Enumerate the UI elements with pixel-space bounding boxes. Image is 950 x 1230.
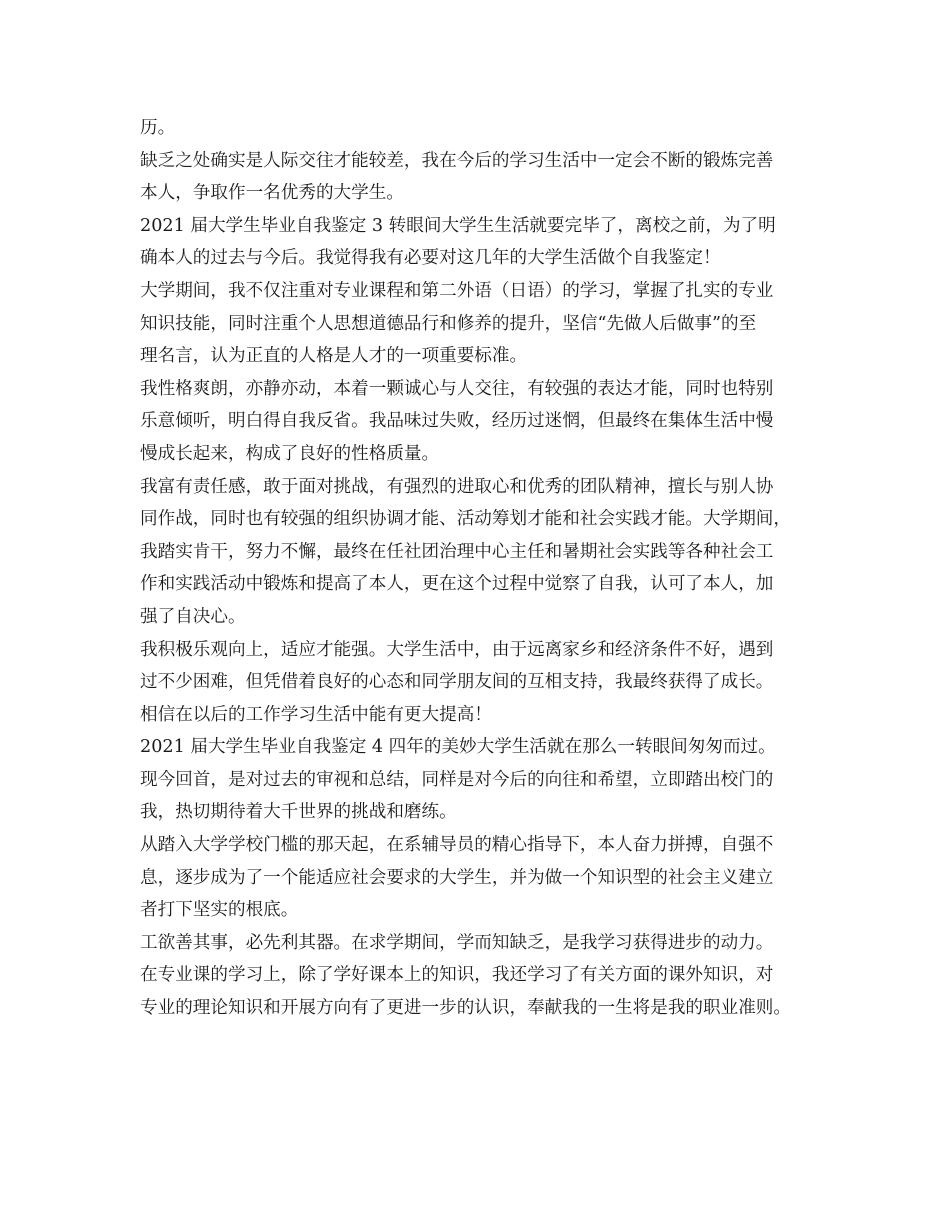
text-line: 过不少困难，但凭借着良好的心态和同学朋友间的互相支持，我最终获得了成长。 — [140, 672, 774, 693]
text-line: 缺乏之处确实是人际交往才能较差，我在今后的学习生活中一定会不断的锻炼完善 — [140, 150, 774, 171]
text-line: 在专业课的学习上，除了学好课本上的知识，我还学习了有关方面的课外知识，对 — [140, 965, 774, 986]
text-line: 我积极乐观向上，适应才能强。大学生活中，由于远离家乡和经济条件不好，遇到 — [140, 639, 774, 660]
text-line: 强了自决心。 — [140, 606, 246, 627]
text-line: 大学期间，我不仅注重对专业课程和第二外语（日语）的学习，掌握了扎实的专业 — [140, 280, 774, 301]
text-line: 我性格爽朗，亦静亦动，本着一颗诚心与人交往，有较强的表达才能，同时也特别 — [140, 378, 774, 399]
text-line: 作和实践活动中锻炼和提高了本人，更在这个过程中觉察了自我，认可了本人，加 — [140, 574, 774, 595]
text-line: 同作战，同时也有较强的组织协调才能、活动筹划才能和社会实践才能。大学期间， — [140, 509, 791, 530]
text-line: 历。 — [140, 118, 176, 138]
text-line: 专业的理论知识和开展方向有了更进一步的认识，奉献我的一生将是我的职业准则。 — [140, 998, 791, 1019]
text-line: 现今回首，是对过去的审视和总结，同样是对今后的向往和希望，立即踏出校门的 — [140, 769, 774, 790]
text-line: 知识技能，同时注重个人思想道德品行和修养的提升，坚信“先做人后做事”的至 — [140, 313, 757, 334]
document-body — [140, 112, 830, 1025]
text-line: 从踏入大学学校门槛的那天起，在系辅导员的精心指导下，本人奋力拼搏，自强不 — [140, 835, 774, 856]
text-line: 我，热切期待着大千世界的挑战和磨练。 — [140, 802, 457, 823]
text-line: 我踏实肯干，努力不懈，最终在任社团治理中心主任和暑期社会实践等各种社会工 — [140, 541, 774, 562]
text-line: 慢成长起来，构成了良好的性格质量。 — [140, 443, 440, 464]
text-line: 确本人的过去与今后。我觉得我有必要对这几年的大学生活做个自我鉴定！ — [140, 248, 721, 269]
text-line: 2021 届大学生毕业自我鉴定 4 四年的美妙大学生活就在那么一转眼间匆匆而过。 — [140, 737, 776, 758]
text-line: 息，逐步成为了一个能适应社会要求的大学生，并为做一个知识型的社会主义建立 — [140, 867, 774, 888]
text-line: 2021 届大学生毕业自我鉴定 3 转眼间大学生生活就要完毕了，离校之前，为了明 — [140, 215, 776, 236]
text-line: 本人，争取作一名优秀的大学生。 — [140, 183, 404, 204]
text-line: 乐意倾听，明白得自我反省。我品味过失败，经历过迷惘，但最终在集体生活中慢 — [140, 411, 774, 432]
text-line: 相信在以后的工作学习生活中能有更大提高！ — [140, 704, 492, 725]
text-line: 理名言，认为正直的人格是人才的一项重要标准。 — [140, 346, 528, 367]
text-line: 我富有责任感，敢于面对挑战，有强烈的进取心和优秀的团队精神，擅长与别人协 — [140, 476, 774, 497]
text-line: 者打下坚实的根底。 — [140, 900, 299, 921]
text-line: 工欲善其事，必先利其器。在求学期间，学而知缺乏，是我学习获得进步的动力。 — [140, 932, 774, 953]
